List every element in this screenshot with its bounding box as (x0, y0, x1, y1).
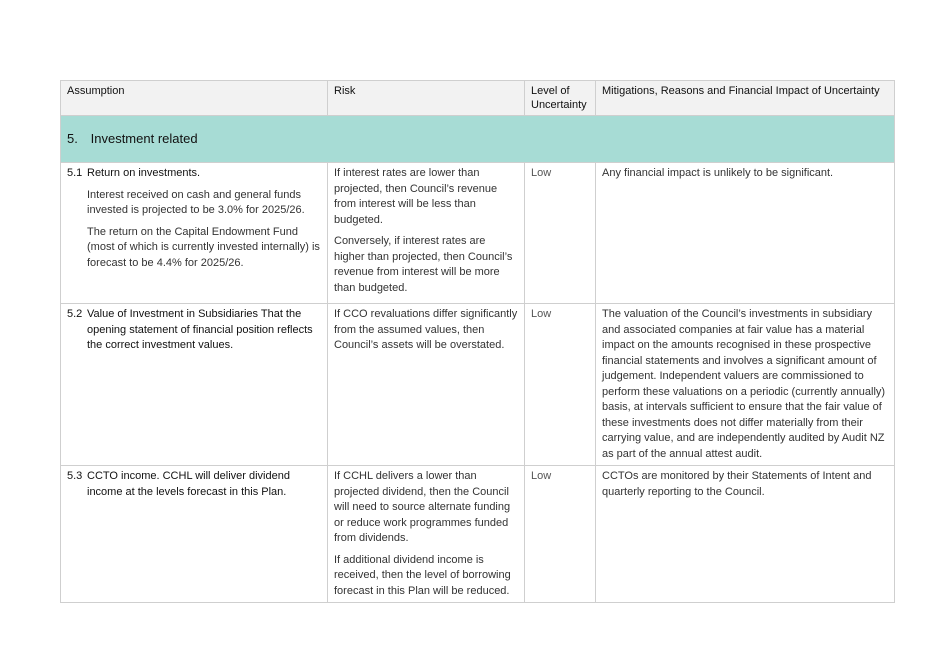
row-title: CCTO income. (87, 470, 160, 482)
header-risk: Risk (328, 81, 525, 116)
risk-paragraph: If interest rates are lower than projected, then Council’s revenue from interest will be less than budgeted. (334, 167, 498, 226)
section-number: 5. (67, 131, 78, 147)
level-cell: Low (525, 163, 596, 304)
risk-paragraph: If CCO revaluations differ significantly from the assumed values, then Council’s assets will be overstated. (334, 308, 518, 351)
section-heading (61, 116, 895, 163)
mitigation-cell: The valuation of the Council’s investments in subsidiary and associated companies at fair value has a material impact on the amounts recognised in these prospective financial statements and involves a significant amount of judgement. Independent valuers are commissioned to perform these valuations on a periodic (currently annually) basis, at intervals sufficient to ensure that the fair value of these investments does not differ materially from their carrying value, and are independently audited by Audit NZ as part of the annual attest audit. (596, 304, 895, 466)
table-header-row (61, 81, 895, 116)
section-title: Investment related (90, 131, 198, 147)
row-title: Value of Investment in Subsidiaries (87, 308, 258, 320)
row-number: 5.2 (67, 308, 83, 320)
header-level-of-uncertainty: Level of Uncertainty (525, 81, 596, 116)
assumption-paragraph: The return on the Capital Endowment Fund (most of which is currently invested internally) is forecast to be 4.4% for 2025/26. (87, 225, 320, 269)
risk-paragraph: If additional dividend income is received, then the level of borrowing forecast in this Plan will be reduced. (334, 553, 511, 597)
table-row (61, 304, 895, 466)
risk-paragraph: If CCHL delivers a lower than projected dividend, then the Council will need to source alternate funding or reduce work programmes funded from dividends. (334, 470, 511, 544)
row-number: 5.1 (67, 167, 83, 179)
row-title: Return on investments. (87, 167, 201, 179)
table-row (61, 163, 895, 304)
level-cell: Low (525, 304, 596, 466)
risk-cell (328, 466, 525, 603)
assumptions-table (60, 80, 895, 603)
mitigation-cell: Any financial impact is unlikely to be significant. (596, 163, 895, 304)
assumption-cell (61, 304, 328, 466)
row-number: 5.3 (67, 470, 83, 482)
assumption-cell (61, 163, 328, 304)
assumption-paragraph: Interest received on cash and general funds invested is projected to be 3.0% for 2025/26. (87, 188, 305, 216)
mitigation-cell: CCTOs are monitored by their Statements of Intent and quarterly reporting to the Council. (596, 466, 895, 603)
row-description: CCHL will deliver dividend income at the levels forecast in this Plan. (87, 470, 290, 498)
row-description: That the opening statement of financial position reflects the correct investment values. (87, 308, 313, 351)
section-row (61, 116, 895, 163)
risk-paragraph: Conversely, if interest rates are higher than projected, then Council’s revenue from interest will be more than budgeted. (334, 235, 513, 294)
assumption-cell (61, 466, 328, 603)
risk-cell (328, 163, 525, 304)
header-mitigations: Mitigations, Reasons and Financial Impact of Uncertainty (596, 81, 895, 116)
table-row (61, 466, 895, 603)
risk-cell (328, 304, 525, 466)
level-cell: Low (525, 466, 596, 603)
header-assumption: Assumption (61, 81, 328, 116)
